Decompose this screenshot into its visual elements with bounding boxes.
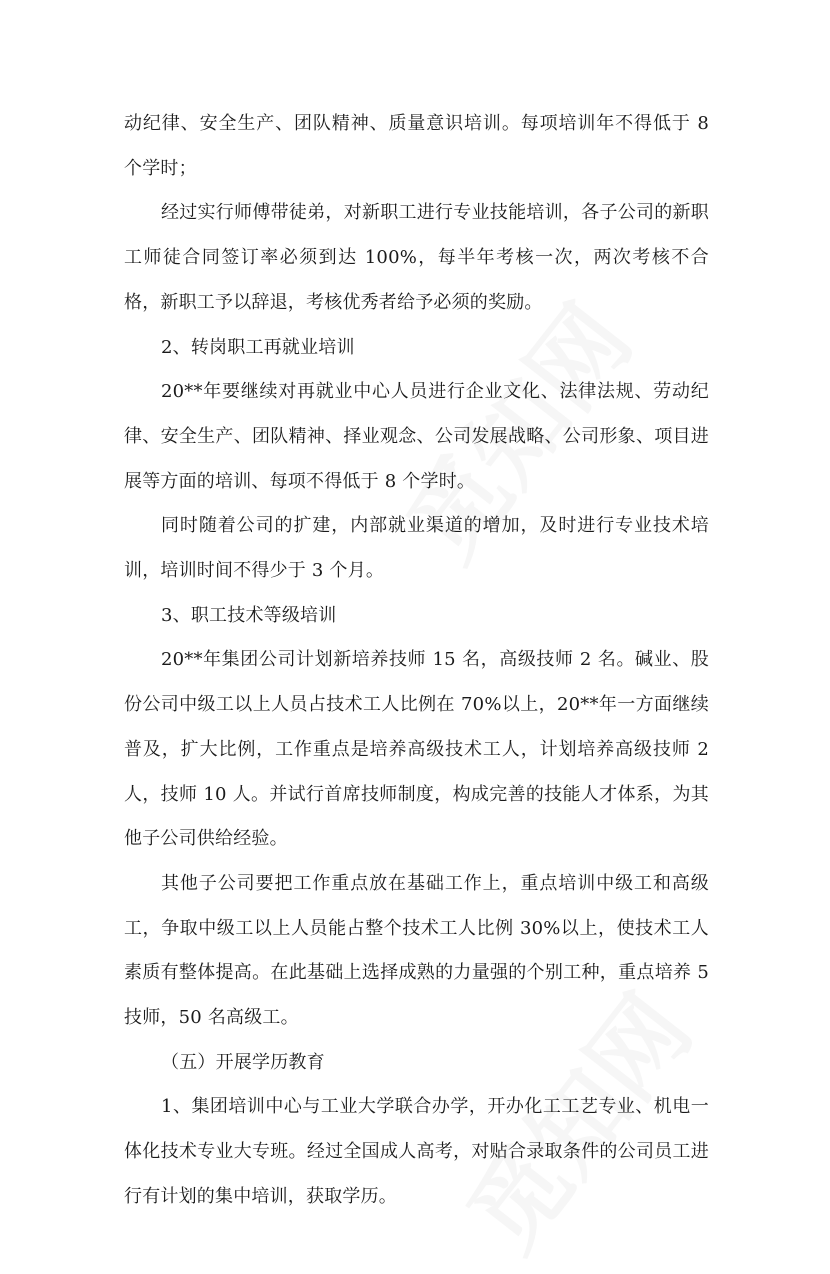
paragraph: 1、集团培训中心与工业大学联合办学，开办化工工艺专业、机电一体化技术专业大专班。经过全国成人高考，对贴合录取条件的公司员工进行有计划的集中培训，获取学历。 [124, 1096, 709, 1207]
document-body [124, 102, 709, 1220]
paragraph: 动纪律、安全生产、团队精神、质量意识培训。每项培训年不得低于 8 个学时； [124, 113, 709, 179]
section-heading: 2、转岗职工再就业培训 [161, 336, 355, 358]
section-heading: 3、职工技术等级培训 [161, 604, 337, 626]
paragraph: 20**年集团公司计划新培养技师 15 名，高级技师 2 名。碱业、股份公司中级工以上人员占技术工人比例在 70%以上，20**年一方面继续普及，扩大比例，工作重点是培养高级技术工人，计划培养高级技师 2 人，技师 10 人。并试行首席技师制度，构成完善的技能人才体系，为其他子公司供给经验。 [124, 649, 709, 850]
section-heading: （五）开展学历教育 [161, 1051, 325, 1073]
paragraph: 同时随着公司的扩建，内部就业渠道的增加，及时进行专业技术培训，培训时间不得少于 3 个月。 [124, 515, 709, 582]
paragraph: 20**年要继续对再就业中心人员进行企业文化、法律法规、劳动纪律、安全生产、团队精神、择业观念、公司发展战略、公司形象、项目进展等方面的培训、每项不得低于 8 个学时。 [124, 381, 709, 492]
paragraph: 经过实行师傅带徒弟，对新职工进行专业技能培训，各子公司的新职工师徒合同签订率必须到达 100%，每半年考核一次，两次考核不合格，新职工予以辞退，考核优秀者给予必须的奖励。 [124, 202, 709, 313]
paragraph: 其他子公司要把工作重点放在基础工作上，重点培训中级工和高级工，争取中级工以上人员能占整个技术工人比例 30%以上，使技术工人素质有整体提高。在此基础上选择成熟的力量强的个别工种，重点培养 5 技师，50 名高级工。 [124, 872, 709, 1029]
